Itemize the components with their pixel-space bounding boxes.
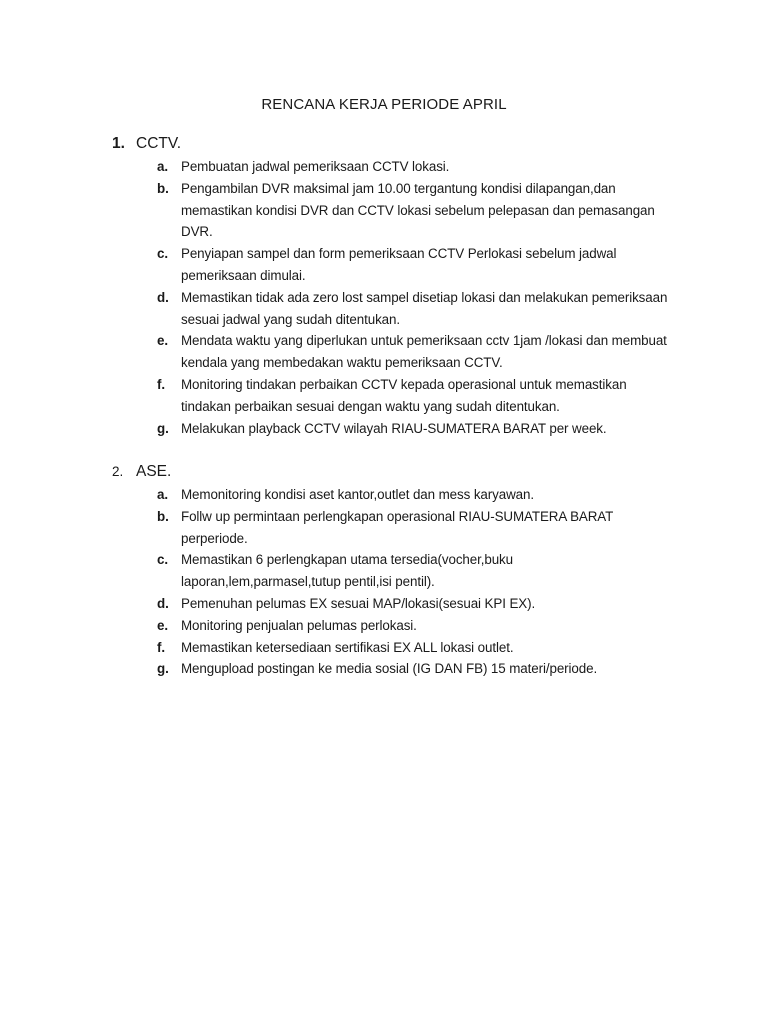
item-text: Pembuatan jadwal pemeriksaan CCTV lokasi. — [181, 159, 450, 174]
item-letter: g. — [157, 661, 169, 677]
list-item — [112, 484, 672, 506]
item-text: Memastikan ketersediaan sertifikasi EX ALL lokasi outlet. — [181, 639, 514, 655]
list-item — [112, 593, 672, 615]
section-cctv — [112, 132, 672, 439]
item-text: Penyiapan sampel dan form pemeriksaan CCTV Perlokasi sebelum jadwal pemeriksaan dimulai. — [181, 246, 617, 283]
list-item — [112, 156, 672, 178]
section-number: 2. — [112, 464, 124, 479]
list-item — [112, 243, 672, 287]
section-heading — [112, 132, 672, 156]
item-text: Monitoring penjualan pelumas perlokasi. — [181, 617, 417, 633]
item-list — [112, 156, 672, 439]
list-item — [112, 287, 672, 331]
item-text: Melakukan playback CCTV wilayah RIAU-SUMATERA BARAT per week. — [181, 420, 607, 436]
item-letter: e. — [157, 333, 168, 349]
section-title: CCTV. — [136, 135, 182, 152]
item-letter: c. — [157, 246, 168, 262]
item-text: Pengambilan DVR maksimal jam 10.00 tergantung kondisi dilapangan,dan memastikan kondisi DVR dan CCTV lokasi sebelum pelepasan dan pemasangan DVR. — [181, 180, 655, 240]
item-text: Memastikan 6 perlengkapan utama tersedia(vocher,buku laporan,lem,parmasel,tutup pentil,isi pentil). — [181, 552, 513, 590]
item-letter: d. — [157, 289, 169, 305]
item-text: Mengupload postingan ke media sosial (IG DAN FB) 15 materi/periode. — [181, 661, 598, 677]
list-item — [112, 178, 672, 243]
list-item — [112, 637, 672, 659]
item-text: Mendata waktu yang diperlukan untuk pemeriksaan cctv 1jam /lokasi dan membuat kendala yang membedakan waktu pemeriksaan CCTV. — [181, 333, 667, 371]
section-number: 1. — [112, 135, 125, 152]
item-letter: b. — [157, 508, 169, 524]
list-item — [112, 658, 672, 680]
section-heading — [112, 460, 672, 484]
list-item — [112, 615, 672, 637]
item-text: Monitoring tindakan perbaikan CCTV kepada operasional untuk memastikan tindakan perbaikan sesuai dengan waktu yang sudah ditentukan. — [181, 376, 627, 414]
item-letter: b. — [157, 180, 169, 196]
item-text: Memonitoring kondisi aset kantor,outlet dan mess karyawan. — [181, 487, 534, 502]
list-item — [112, 549, 672, 593]
item-letter: a. — [157, 159, 168, 174]
document-title: RENCANA KERJA PERIODE APRIL — [261, 96, 507, 113]
item-letter: c. — [157, 552, 168, 568]
item-letter: d. — [157, 595, 169, 611]
item-text: Follw up permintaan perlengkapan operasional RIAU-SUMATERA BARAT perperiode. — [181, 508, 613, 546]
item-list — [112, 484, 672, 680]
item-letter: g. — [157, 420, 169, 436]
list-item — [112, 506, 672, 550]
list-item — [112, 374, 672, 418]
list-item — [112, 330, 672, 374]
item-text: Pemenuhan pelumas EX sesuai MAP/lokasi(sesuai KPI EX). — [181, 595, 536, 611]
item-letter: e. — [157, 617, 168, 633]
item-text: Memastikan tidak ada zero lost sampel disetiap lokasi dan melakukan pemeriksaan sesuai jadwal yang sudah ditentukan. — [181, 289, 668, 327]
list-item — [112, 418, 672, 440]
item-letter: f. — [157, 639, 165, 655]
item-letter: a. — [157, 487, 168, 502]
section-title: ASE. — [136, 463, 172, 480]
item-letter: f. — [157, 376, 165, 392]
section-ase — [112, 460, 672, 680]
